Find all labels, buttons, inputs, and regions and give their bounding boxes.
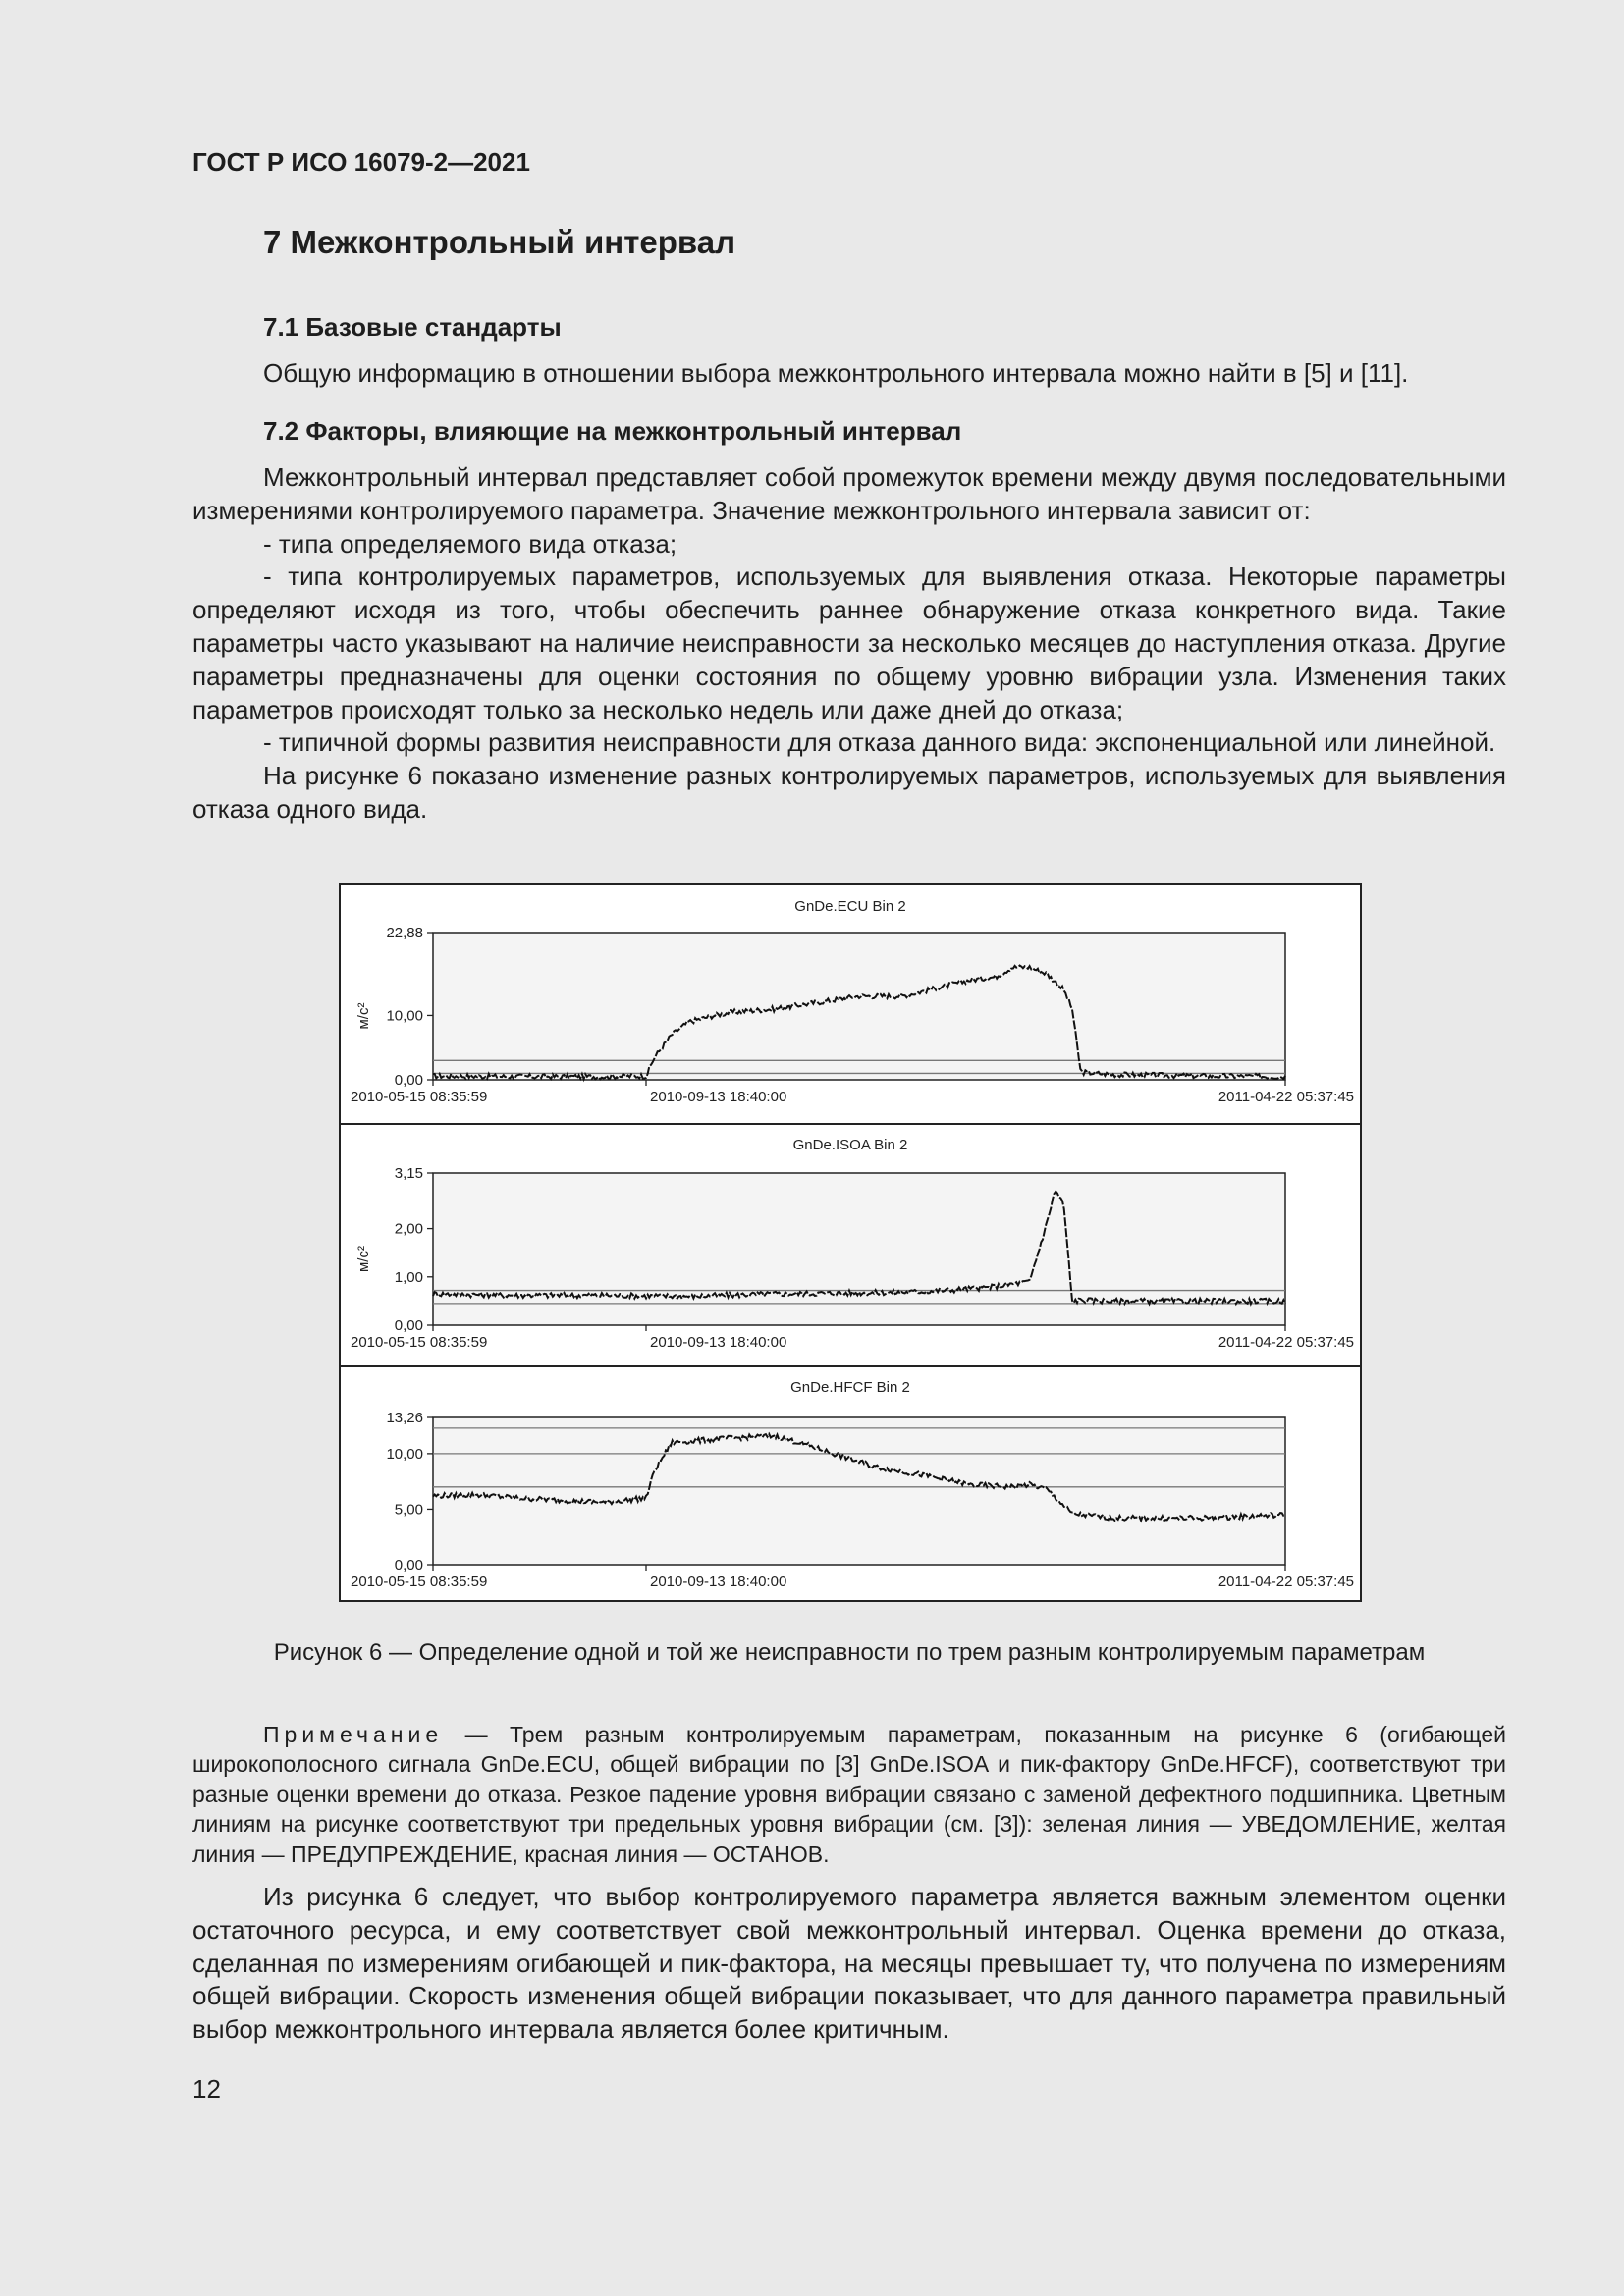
- y-tick-label: 2,00: [394, 1220, 423, 1238]
- chart-title: GnDe.HFCF Bin 2: [790, 1379, 910, 1396]
- note-label: Примечание: [263, 1722, 444, 1747]
- paragraph: Общую информацию в отношении выбора межконтрольного интервала можно найти в [5] и [11].: [263, 358, 1409, 388]
- x-tick-label: 2010-05-15 08:35:59: [351, 1089, 488, 1105]
- conclusion: [192, 1881, 1506, 2047]
- y-tick-label: 3,15: [394, 1165, 423, 1182]
- paragraph: Из рисунка 6 следует, что выбор контролируемого параметра является важным элементом оценки остаточного ресурса, и ему соответствует свой межконтрольный интервал. Оценка времени до отказа, сделанная по измерениям огибающей и пик-фактора, на месяцы превышает ту, что получена по измерениям общей вибрации. Скорость изменения общей вибрации показывает, что для данного параметра правильный выбор межконтрольного интервала является более критичным.: [192, 1882, 1506, 2045]
- x-tick-label: 2011-04-22 05:37:45: [1218, 1089, 1354, 1105]
- note: [192, 1720, 1506, 1869]
- figure-caption: Рисунок 6 — Определение одной и той же неисправности по трем разным контролируемым параметрам: [273, 1639, 1426, 1666]
- section-title: 7 Межконтрольный интервал: [263, 224, 736, 260]
- figure-charts: [341, 885, 1360, 1600]
- paragraph: На рисунке 6 показано изменение разных контролируемых параметров, используемых для выявления отказа одного вида.: [192, 761, 1506, 824]
- chart-title: GnDe.ISOA Bin 2: [792, 1137, 908, 1153]
- plot-area: [433, 1417, 1285, 1565]
- paragraph: Межконтрольный интервал представляет собой промежуток времени между двумя последовательными измерениями контролируемого параметра. Значение межконтрольного интервала зависит от:: [192, 462, 1506, 525]
- x-tick-label: 2010-09-13 18:40:00: [650, 1574, 787, 1590]
- subsection-1-title: 7.1 Базовые стандарты: [263, 312, 562, 342]
- x-tick-label: 2010-05-15 08:35:59: [351, 1574, 488, 1590]
- y-axis-label: м/с²: [355, 1246, 372, 1272]
- note-text: — Трем разным контролируемым параметрам, показанным на рисунке 6 (огибающей широкополосного сигнала GnDe.ECU, общей вибрации по [3] GnDe.ISOA и пик-фактору GnDe.HFCF), соответствуют три разные оценки времени до отказа. Резкое падение уровня вибрации связано с заменой дефектного подшипника. Цветным линиям на рисунке соответствуют три предельных уровня вибрации (см. [3]): зеленая линия — УВЕДОМЛЕНИЕ, желтая линия — ПРЕДУПРЕЖДЕНИЕ, красная линия — ОСТАНОВ.: [192, 1722, 1506, 1867]
- figure-6: [339, 883, 1362, 1602]
- x-tick-label: 2010-05-15 08:35:59: [351, 1334, 488, 1351]
- x-tick-label: 2010-09-13 18:40:00: [650, 1334, 787, 1351]
- page-number: 12: [192, 2074, 221, 2104]
- subsection-1-text: [263, 357, 1506, 391]
- y-tick-label: 0,00: [394, 1557, 423, 1574]
- y-tick-label: 0,00: [394, 1072, 423, 1089]
- document-header: ГОСТ Р ИСО 16079-2—2021: [192, 147, 530, 177]
- chart-title: GnDe.ECU Bin 2: [794, 898, 906, 915]
- x-tick-label: 2011-04-22 05:37:45: [1218, 1574, 1354, 1590]
- y-tick-label: 22,88: [386, 925, 423, 941]
- x-tick-label: 2010-09-13 18:40:00: [650, 1089, 787, 1105]
- subsection-2-body: [192, 461, 1506, 827]
- list-item: - типичной формы развития неисправности для отказа данного вида: экспоненциальной или линейной.: [263, 727, 1496, 758]
- y-tick-label: 0,00: [394, 1317, 423, 1334]
- y-axis-label: м/с²: [355, 1002, 372, 1030]
- y-tick-label: 13,26: [386, 1410, 423, 1426]
- y-tick-label: 10,00: [386, 1445, 423, 1463]
- list-item: - типа определяемого вида отказа;: [263, 528, 677, 559]
- y-tick-label: 10,00: [386, 1007, 423, 1025]
- plot-area: [433, 1173, 1285, 1325]
- y-tick-label: 1,00: [394, 1268, 423, 1286]
- y-tick-label: 5,00: [394, 1501, 423, 1519]
- list-item: - типа контролируемых параметров, используемых для выявления отказа. Некоторые параметры определяют исходя из того, чтобы обеспечить раннее обнаружение отказа конкретного вида. Такие параметры часто указывают на наличие неисправности за несколько месяцев до наступления отказа. Другие параметры предназначены для оценки состояния по общему уровню вибрации узла. Изменения таких параметров происходят только за несколько недель или даже дней до отказа;: [192, 561, 1506, 724]
- x-tick-label: 2011-04-22 05:37:45: [1218, 1334, 1354, 1351]
- plot-area: [433, 933, 1285, 1080]
- subsection-2-title: 7.2 Факторы, влияющие на межконтрольный интервал: [263, 416, 962, 446]
